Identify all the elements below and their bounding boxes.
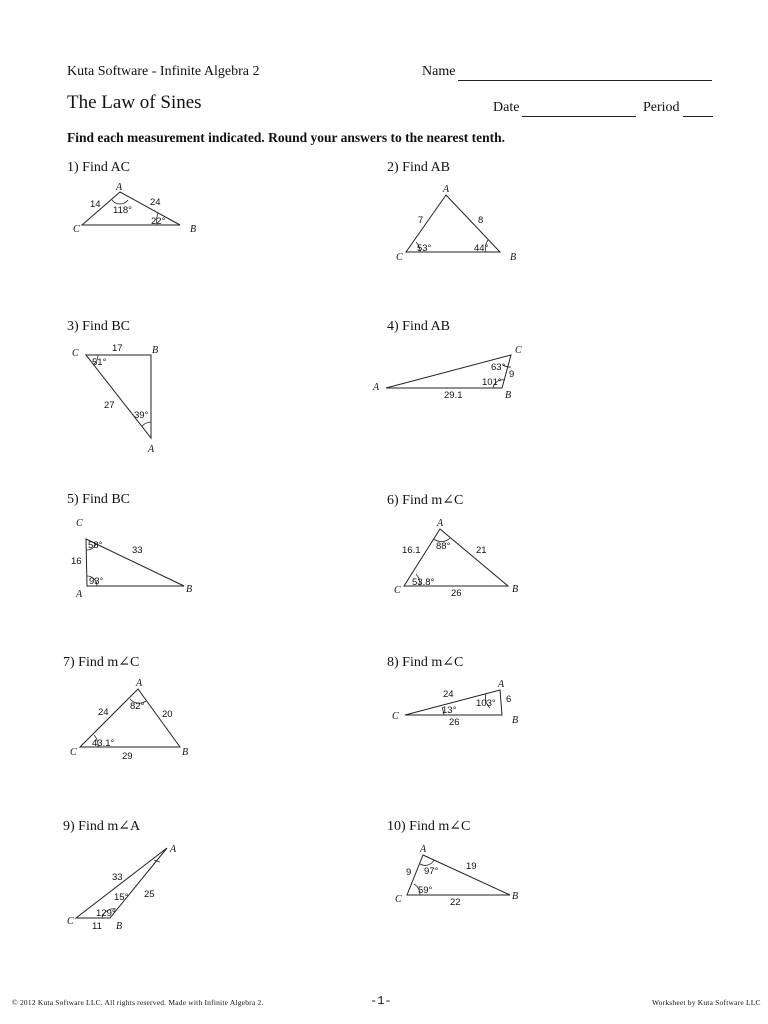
name-field-line[interactable]: [458, 66, 712, 81]
problem-4-figure: [365, 340, 535, 405]
problem-2-label: 2) Find AB: [387, 160, 451, 175]
problem-2-figure: [390, 180, 530, 270]
vertex-c: C: [395, 894, 402, 905]
problem-9-label: 9) Find m∠A: [63, 819, 141, 834]
side-label: 24: [443, 689, 454, 700]
problem-10-label: 10) Find m∠C: [387, 819, 471, 834]
vertex-a: A: [76, 589, 83, 600]
side-label: 9: [406, 867, 412, 878]
date-label: Date: [493, 100, 520, 115]
period-label: Period: [643, 100, 680, 115]
angle-label: 129°: [96, 908, 116, 919]
side-label: 16.1: [402, 545, 421, 556]
angle-label: 51°: [92, 357, 107, 368]
vertex-b: B: [512, 584, 519, 595]
side-label: 24: [98, 707, 109, 718]
vertex-a: A: [373, 382, 380, 393]
vertex-a: A: [420, 844, 427, 855]
side-label: 20: [162, 709, 173, 720]
vertex-b: B: [512, 715, 519, 726]
vertex-a: A: [443, 184, 450, 195]
angle-label: 63°: [491, 362, 506, 373]
side-label: 29: [122, 751, 133, 762]
problem-9-figure: [62, 838, 192, 938]
vertex-c: C: [396, 252, 403, 263]
vertex-c: C: [73, 224, 80, 235]
side-label: 33: [112, 872, 123, 883]
side-label: 33: [132, 545, 143, 556]
problem-10-figure: [390, 840, 530, 915]
side-label: 6: [506, 694, 512, 705]
vertex-b: B: [186, 584, 193, 595]
copyright-notice: © 2012 Kuta Software LLC. All rights reserved. Made with Infinite Algebra 2.: [12, 998, 264, 1007]
vertex-c: C: [67, 916, 74, 927]
vertex-c: C: [70, 747, 77, 758]
vertex-c: C: [515, 345, 522, 356]
vertex-c: C: [392, 711, 399, 722]
side-label: 17: [112, 343, 123, 354]
instructions: Find each measurement indicated. Round your answers to the nearest tenth.: [67, 130, 505, 145]
vertex-a: A: [136, 678, 143, 689]
vertex-c: C: [72, 348, 79, 359]
angle-label: 93°: [89, 576, 104, 587]
side-label: 29.1: [444, 390, 463, 401]
problem-8-label: 8) Find m∠C: [387, 655, 464, 670]
side-label: 14: [90, 199, 101, 210]
vertex-a: A: [148, 444, 155, 455]
angle-label: 58°: [88, 540, 103, 551]
angle-label: 82°: [130, 701, 145, 712]
vertex-b: B: [505, 390, 512, 401]
vertex-b: B: [512, 891, 519, 902]
side-label: 26: [449, 717, 460, 728]
angle-label: 22°: [151, 216, 166, 227]
vertex-a: A: [437, 518, 444, 529]
worksheet-credit: Worksheet by Kuta Software LLC: [652, 998, 761, 1007]
vertex-a: A: [116, 182, 123, 193]
software-name: Kuta Software - Infinite Algebra 2: [67, 64, 260, 79]
vertex-b: B: [116, 921, 123, 932]
side-label: 26: [451, 588, 462, 599]
angle-label: 59°: [418, 885, 433, 896]
problem-7-label: 7) Find m∠C: [63, 655, 140, 670]
vertex-b: B: [182, 747, 189, 758]
vertex-a: A: [498, 679, 505, 690]
problem-3-label: 3) Find BC: [67, 319, 131, 334]
worksheet-title: The Law of Sines: [67, 92, 202, 113]
problem-6-label: 6) Find m∠C: [387, 493, 464, 508]
problem-6-figure: [390, 514, 530, 604]
side-label: 27: [104, 400, 115, 411]
triangle: [76, 848, 167, 918]
period-field-line[interactable]: [683, 102, 713, 117]
vertex-b: B: [152, 345, 159, 356]
problem-5-figure: [66, 514, 206, 604]
angle-label: 53.8°: [412, 577, 435, 588]
side-label: 16: [71, 556, 82, 567]
page-number: -1-: [370, 994, 392, 1008]
side-label: 22: [450, 897, 461, 908]
side-label: 21: [476, 545, 487, 556]
problem-7-figure: [66, 675, 206, 765]
vertex-b: B: [510, 252, 517, 263]
angle-label: 43.1°: [92, 738, 115, 749]
problem-3-figure: [62, 340, 172, 460]
vertex-a: A: [170, 844, 177, 855]
side-label: 24: [150, 197, 161, 208]
side-label: 9: [509, 369, 515, 380]
angle-label: 39°: [134, 410, 149, 421]
angle-label: 97°: [424, 866, 439, 877]
problem-1-figure: [60, 180, 220, 240]
side-label: 8: [478, 215, 484, 226]
angle-label: 88°: [436, 541, 451, 552]
angle-label: 44°: [474, 243, 489, 254]
angle-label: 15°: [114, 892, 129, 903]
date-field-line[interactable]: [522, 102, 636, 117]
vertex-b: B: [190, 224, 197, 235]
side-label: 25: [144, 889, 155, 900]
angle-label: 101°: [482, 377, 502, 388]
angle-label: 118°: [113, 205, 132, 216]
problem-5-label: 5) Find BC: [67, 492, 131, 507]
angle-label: 13°: [442, 705, 457, 716]
side-label: 7: [418, 215, 424, 226]
angle-label: 53°: [417, 243, 432, 254]
problem-8-figure: [388, 675, 533, 735]
problem-4-label: 4) Find AB: [387, 319, 451, 334]
vertex-c: C: [394, 585, 401, 596]
vertex-c: C: [76, 518, 83, 529]
side-label: 11: [92, 921, 102, 932]
problem-1-label: 1) Find AC: [67, 160, 131, 175]
name-label: Name: [422, 64, 456, 79]
side-label: 19: [466, 861, 477, 872]
angle-label: 103°: [476, 698, 496, 709]
